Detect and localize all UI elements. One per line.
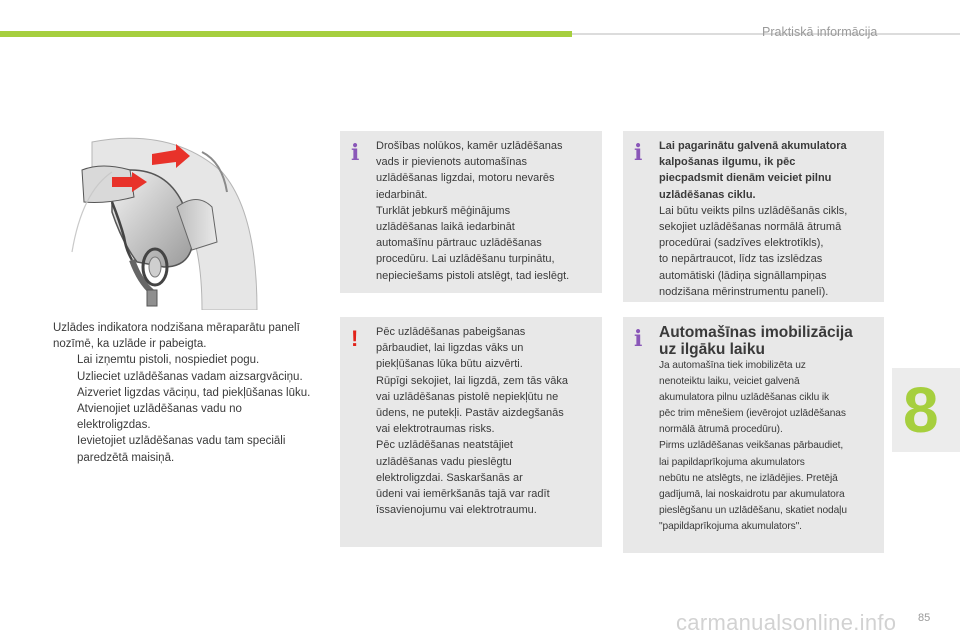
chapter-number: 8 <box>903 374 939 446</box>
info-box-text: Drošības nolūkos, kamēr uzlādēšanas vads ir pievienots automašīnas uzlādēšanas ligzdai, motoru nevarēs iedarbināt. Turklāt jebkurš mēģinājums uzlādēšanas laikā iedarbināt automašīnu pārtrauc uzlādēšanas procedūru. Lai uzlādēšanu turpinātu, nepieciešams pistoli atslēgt, tad ieslēgt. <box>376 140 570 282</box>
page-number: 85 <box>918 612 931 624</box>
list-item: Ievietojiet uzlādēšanas vadu tam speciāli paredzētā maisiņā. <box>77 435 286 464</box>
procedure-list <box>53 352 313 465</box>
warning-box-after-charging <box>340 317 602 547</box>
charging-pistol-plug-illustration <box>52 132 262 310</box>
info-icon: i <box>351 140 360 166</box>
info-box-long-immobilisation <box>623 317 884 553</box>
procedure-text <box>53 320 313 466</box>
info-box-heading: Automašīnas imobilizācija uz ilgāku laiku <box>659 324 853 358</box>
info-box-bold-text: Lai pagarinātu galvenā akumulatora kalpošanas ilgumu, ik pēc piecpadsmit dienām veiciet pilnu uzlādēšanas ciklu. <box>659 140 847 201</box>
list-item: Uzlieciet uzlādēšanas vadam aizsargvāciņu. <box>77 370 303 383</box>
header-green-bar <box>0 31 572 37</box>
warning-icon: ! <box>351 326 359 351</box>
list-item: Aizveriet ligzdas vāciņu, tad piekļūšanas lūku. <box>77 386 311 399</box>
info-box-battery-life <box>623 131 884 302</box>
section-title: Praktiskā informācija <box>762 25 878 39</box>
watermark: carmanualsonline.info <box>676 610 897 635</box>
list-item: Atvienojiet uzlādēšanas vadu no elektroligzdas. <box>77 403 242 432</box>
info-icon: i <box>634 326 643 352</box>
info-box-text: Lai būtu veikts pilns uzlādēšanās cikls, sekojiet uzlādēšanas normālā ātrumā procedūrai (sadzīves elektrotīkls), to nepārtraucot, līdz tas izslēdzas automātiski (lādiņa signāllampiņas nodzišana mērinstrumentu panelī). <box>659 204 848 298</box>
info-icon: i <box>634 140 643 166</box>
list-item: Lai izņemtu pistoli, nospiediet pogu. <box>77 354 260 367</box>
intro-paragraph: Uzlādes indikatora nodzišana mēraparātu panelī nozīmē, ka uzlāde ir pabeigta. <box>53 322 300 351</box>
warning-box-text: Pēc uzlādēšanas pabeigšanas pārbaudiet, lai ligzdas vāks un piekļūšanas lūka būtu aizvērti. Rūpīgi sekojiet, lai ligzdā, zem tās vāka vai uzlādēšanas pistolē nepiekļūtu ne ūdens, ne putekļi. Pastāv aizdegšanās vai elektrotraumas risks. Pēc uzlādēšanas neatstājiet uzlādēšanas vadu pieslēgtu elektroligzdai. Saskaršanās ar ūdeni vai iemērkšanās tajā var radīt īssavienojumu vai elektrotraumu. <box>376 326 568 517</box>
info-box-safety <box>340 131 602 293</box>
info-box-text: Ja automašīna tiek imobilizēta uz nenoteiktu laiku, veiciet galvenā akumulatora pilnu uzlādēšanas ciklu ik pēc trim mēnešiem (ievērojot uzlādēšanas normālā ātrumā procedūru). Pirms uzlādēšanas veikšanas pārbaudiet, lai papildaprīkojuma akumulators nebūtu ne atslēgts, ne izlādējies. Pretējā gadījumā, lai noskaidrotu par akumulatora pieslēgšanu un uzlādēšanu, skatiet nodaļu "papildaprīkojuma akumulators". <box>659 360 847 532</box>
